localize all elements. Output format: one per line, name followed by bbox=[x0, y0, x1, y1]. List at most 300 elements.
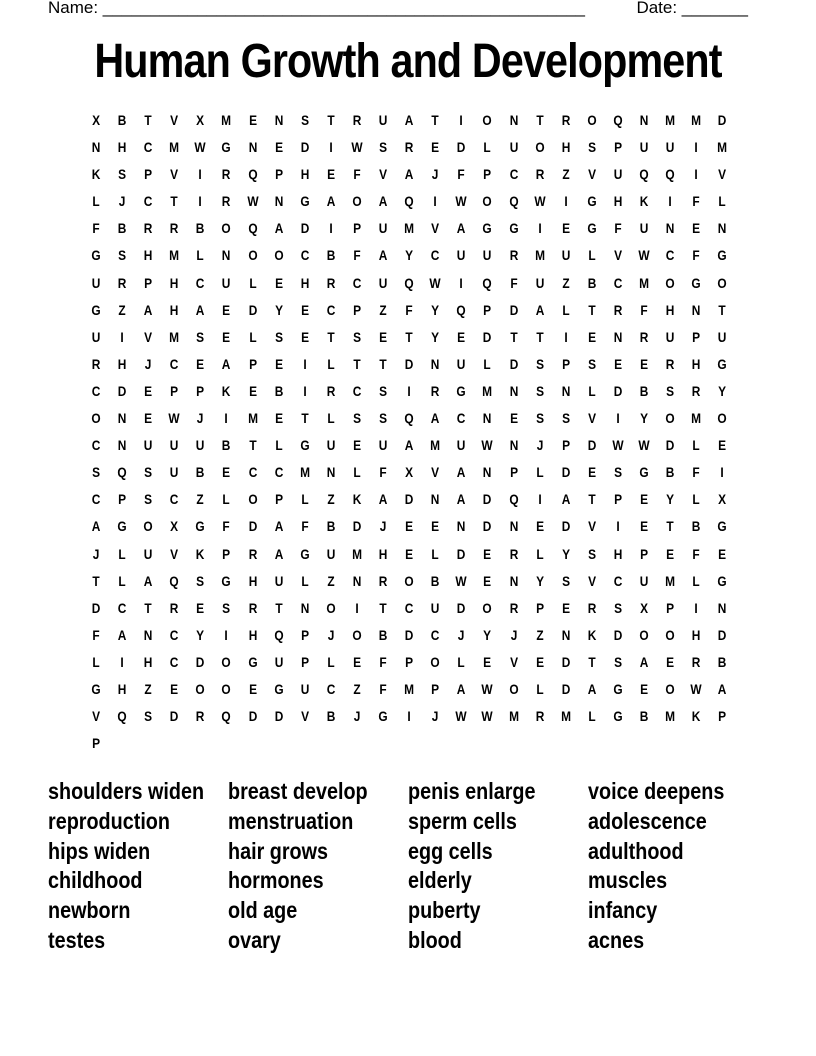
grid-letter[interactable]: E bbox=[196, 599, 205, 616]
grid-letter[interactable]: B bbox=[378, 626, 388, 643]
grid-letter[interactable]: A bbox=[378, 193, 388, 210]
grid-letter[interactable]: P bbox=[718, 708, 727, 725]
grid-letter[interactable]: W bbox=[455, 193, 467, 210]
grid-letter[interactable]: Z bbox=[196, 491, 205, 508]
grid-letter[interactable]: F bbox=[692, 464, 700, 481]
grid-letter[interactable]: M bbox=[717, 139, 728, 156]
grid-letter[interactable]: I bbox=[537, 491, 542, 508]
grid-letter[interactable]: K bbox=[639, 193, 649, 210]
grid-letter[interactable]: E bbox=[561, 599, 570, 616]
grid-letter[interactable]: S bbox=[379, 382, 388, 399]
grid-letter[interactable]: H bbox=[613, 193, 623, 210]
grid-letter[interactable]: E bbox=[535, 518, 544, 535]
grid-letter[interactable]: I bbox=[694, 166, 698, 183]
grid-letter[interactable]: V bbox=[379, 166, 388, 183]
grid-letter[interactable]: I bbox=[459, 112, 464, 128]
grid-letter[interactable]: U bbox=[665, 328, 675, 345]
grid-letter[interactable]: S bbox=[196, 328, 205, 345]
grid-letter[interactable]: G bbox=[613, 708, 623, 725]
grid-letter[interactable]: I bbox=[224, 626, 229, 643]
grid-letter[interactable]: C bbox=[170, 626, 179, 643]
grid-letter[interactable]: C bbox=[352, 274, 362, 291]
grid-letter[interactable]: O bbox=[404, 572, 414, 589]
grid-letter[interactable]: E bbox=[274, 139, 283, 156]
grid-letter[interactable]: V bbox=[587, 410, 596, 427]
grid-letter[interactable]: M bbox=[247, 410, 258, 427]
grid-letter[interactable]: N bbox=[430, 355, 440, 372]
grid-letter[interactable]: X bbox=[640, 599, 648, 616]
grid-letter[interactable]: N bbox=[300, 599, 310, 616]
grid-letter[interactable]: N bbox=[222, 247, 231, 264]
grid-letter[interactable]: N bbox=[143, 626, 153, 643]
grid-letter[interactable]: J bbox=[327, 626, 335, 643]
grid-letter[interactable]: M bbox=[508, 708, 519, 725]
grid-letter[interactable]: U bbox=[378, 274, 388, 291]
grid-letter[interactable]: B bbox=[326, 247, 336, 264]
grid-letter[interactable]: A bbox=[274, 545, 284, 562]
grid-letter[interactable]: C bbox=[326, 301, 336, 318]
grid-letter[interactable]: Z bbox=[118, 301, 126, 318]
grid-letter[interactable]: W bbox=[455, 572, 467, 589]
grid-letter[interactable]: T bbox=[431, 112, 439, 128]
grid-letter[interactable]: F bbox=[92, 220, 100, 237]
grid-letter[interactable]: Y bbox=[666, 491, 675, 508]
grid-letter[interactable]: T bbox=[405, 328, 413, 345]
grid-letter[interactable]: C bbox=[613, 274, 623, 291]
grid-letter[interactable]: F bbox=[353, 247, 361, 264]
grid-letter[interactable]: G bbox=[508, 220, 519, 237]
grid-letter[interactable]: L bbox=[248, 328, 257, 345]
grid-letter[interactable]: S bbox=[118, 166, 127, 183]
grid-letter[interactable]: W bbox=[481, 437, 494, 454]
grid-letter[interactable]: S bbox=[587, 139, 596, 156]
grid-letter[interactable]: E bbox=[483, 572, 492, 589]
grid-letter[interactable]: W bbox=[481, 680, 494, 697]
grid-letter[interactable]: Z bbox=[562, 166, 570, 183]
grid-letter[interactable]: U bbox=[457, 437, 466, 454]
grid-letter[interactable]: L bbox=[692, 572, 700, 589]
grid-letter[interactable]: G bbox=[91, 680, 101, 697]
grid-letter[interactable]: P bbox=[248, 355, 257, 372]
grid-letter[interactable]: D bbox=[483, 518, 492, 535]
grid-letter[interactable]: B bbox=[430, 572, 440, 589]
grid-letter[interactable]: D bbox=[352, 518, 362, 535]
grid-letter[interactable]: U bbox=[196, 437, 205, 454]
grid-letter[interactable]: L bbox=[483, 355, 492, 372]
grid-letter[interactable]: D bbox=[404, 355, 414, 372]
grid-letter[interactable]: L bbox=[248, 274, 257, 291]
grid-letter[interactable]: U bbox=[274, 653, 284, 670]
grid-letter[interactable]: E bbox=[718, 437, 727, 454]
grid-letter[interactable]: V bbox=[170, 545, 179, 562]
grid-letter[interactable]: D bbox=[300, 139, 310, 156]
grid-letter[interactable]: L bbox=[353, 464, 361, 481]
grid-letter[interactable]: D bbox=[561, 653, 571, 670]
grid-letter[interactable]: S bbox=[353, 328, 361, 345]
grid-letter[interactable]: D bbox=[91, 599, 101, 616]
grid-letter[interactable]: R bbox=[326, 274, 336, 291]
grid-letter[interactable]: H bbox=[378, 545, 388, 562]
grid-letter[interactable]: Z bbox=[327, 572, 335, 589]
grid-letter[interactable]: U bbox=[326, 437, 336, 454]
grid-letter[interactable]: V bbox=[509, 653, 518, 670]
grid-letter[interactable]: L bbox=[222, 491, 231, 508]
grid-letter[interactable]: G bbox=[195, 518, 206, 535]
grid-letter[interactable]: E bbox=[666, 545, 675, 562]
grid-letter[interactable]: S bbox=[144, 464, 153, 481]
grid-letter[interactable]: Z bbox=[327, 491, 335, 508]
grid-letter[interactable]: E bbox=[144, 382, 153, 399]
grid-letter[interactable]: V bbox=[92, 708, 101, 725]
grid-letter[interactable]: L bbox=[536, 545, 544, 562]
grid-letter[interactable]: B bbox=[196, 220, 205, 237]
grid-letter[interactable]: R bbox=[509, 247, 518, 264]
grid-letter[interactable]: D bbox=[483, 328, 492, 345]
grid-letter[interactable]: B bbox=[326, 708, 336, 725]
grid-letter[interactable]: Z bbox=[144, 680, 152, 697]
grid-letter[interactable]: C bbox=[352, 382, 362, 399]
grid-letter[interactable]: P bbox=[431, 680, 440, 697]
grid-letter[interactable]: W bbox=[246, 193, 259, 210]
grid-letter[interactable]: R bbox=[352, 112, 362, 128]
grid-letter[interactable]: A bbox=[404, 166, 414, 183]
grid-letter[interactable]: G bbox=[691, 274, 701, 291]
grid-letter[interactable]: A bbox=[404, 437, 414, 454]
grid-letter[interactable]: P bbox=[509, 464, 518, 481]
name-field[interactable]: Name: ___________________________________________________ bbox=[48, 0, 585, 17]
grid-letter[interactable]: U bbox=[300, 680, 310, 697]
grid-letter[interactable]: O bbox=[717, 274, 727, 291]
grid-letter[interactable]: R bbox=[639, 328, 649, 345]
grid-letter[interactable]: P bbox=[640, 545, 648, 562]
grid-letter[interactable]: M bbox=[691, 112, 702, 128]
grid-letter[interactable]: A bbox=[143, 301, 153, 318]
grid-letter[interactable]: U bbox=[378, 220, 388, 237]
grid-letter[interactable]: R bbox=[587, 599, 597, 616]
grid-letter[interactable]: D bbox=[196, 653, 205, 670]
grid-letter[interactable]: I bbox=[720, 464, 724, 481]
grid-letter[interactable]: I bbox=[537, 220, 542, 237]
grid-letter[interactable]: G bbox=[482, 220, 493, 237]
grid-letter[interactable]: I bbox=[329, 220, 333, 237]
grid-letter[interactable]: D bbox=[457, 545, 466, 562]
grid-letter[interactable]: R bbox=[691, 653, 701, 670]
grid-letter[interactable]: P bbox=[613, 139, 622, 156]
grid-letter[interactable]: G bbox=[117, 518, 127, 535]
grid-letter[interactable]: J bbox=[431, 166, 439, 183]
grid-letter[interactable]: M bbox=[482, 382, 493, 399]
grid-letter[interactable]: T bbox=[379, 599, 387, 616]
grid-letter[interactable]: G bbox=[717, 572, 727, 589]
grid-letter[interactable]: L bbox=[457, 653, 465, 670]
grid-letter[interactable]: V bbox=[144, 328, 153, 345]
grid-letter[interactable]: L bbox=[92, 653, 100, 670]
grid-letter[interactable]: D bbox=[613, 626, 623, 643]
grid-letter[interactable]: R bbox=[196, 708, 205, 725]
grid-letter[interactable]: P bbox=[483, 166, 492, 183]
grid-letter[interactable]: V bbox=[170, 112, 179, 128]
grid-letter[interactable]: B bbox=[639, 382, 649, 399]
grid-letter[interactable]: D bbox=[561, 464, 571, 481]
grid-letter[interactable]: R bbox=[117, 274, 127, 291]
grid-letter[interactable]: Q bbox=[247, 220, 258, 237]
grid-letter[interactable]: O bbox=[352, 626, 362, 643]
grid-letter[interactable]: E bbox=[692, 220, 701, 237]
grid-letter[interactable]: H bbox=[143, 653, 153, 670]
grid-letter[interactable]: E bbox=[353, 653, 361, 670]
grid-letter[interactable]: A bbox=[587, 680, 597, 697]
grid-letter[interactable]: B bbox=[117, 112, 127, 128]
grid-letter[interactable]: V bbox=[587, 572, 596, 589]
grid-letter[interactable]: J bbox=[510, 626, 517, 643]
date-field[interactable]: Date: _______ bbox=[636, 0, 748, 17]
grid-letter[interactable]: L bbox=[196, 247, 205, 264]
grid-letter[interactable]: P bbox=[144, 166, 153, 183]
grid-letter[interactable]: C bbox=[248, 464, 257, 481]
grid-letter[interactable]: T bbox=[275, 599, 283, 616]
grid-letter[interactable]: H bbox=[248, 626, 257, 643]
grid-letter[interactable]: I bbox=[407, 708, 411, 725]
grid-letter[interactable]: C bbox=[143, 193, 153, 210]
grid-letter[interactable]: U bbox=[535, 274, 544, 291]
grid-letter[interactable]: P bbox=[613, 491, 622, 508]
grid-letter[interactable]: N bbox=[561, 382, 571, 399]
grid-letter[interactable]: L bbox=[327, 653, 335, 670]
grid-letter[interactable]: P bbox=[92, 735, 101, 752]
grid-letter[interactable]: U bbox=[509, 139, 518, 156]
grid-letter[interactable]: K bbox=[222, 382, 231, 399]
grid-letter[interactable]: V bbox=[718, 166, 727, 183]
grid-letter[interactable]: R bbox=[222, 193, 231, 210]
grid-letter[interactable]: B bbox=[274, 382, 284, 399]
grid-letter[interactable]: P bbox=[170, 382, 179, 399]
grid-letter[interactable]: H bbox=[143, 247, 153, 264]
grid-letter[interactable]: U bbox=[326, 545, 336, 562]
grid-letter[interactable]: E bbox=[274, 410, 283, 427]
grid-letter[interactable]: E bbox=[144, 410, 153, 427]
grid-letter[interactable]: Q bbox=[404, 410, 414, 427]
grid-letter[interactable]: E bbox=[274, 274, 283, 291]
grid-letter[interactable]: W bbox=[429, 274, 441, 291]
grid-letter[interactable]: L bbox=[118, 572, 126, 589]
grid-letter[interactable]: G bbox=[300, 437, 310, 454]
grid-letter[interactable]: A bbox=[404, 112, 414, 128]
grid-letter[interactable]: S bbox=[535, 410, 544, 427]
grid-letter[interactable]: U bbox=[430, 599, 440, 616]
grid-letter[interactable]: D bbox=[613, 382, 623, 399]
grid-letter[interactable]: C bbox=[509, 166, 518, 183]
grid-letter[interactable]: U bbox=[222, 274, 231, 291]
grid-letter[interactable]: W bbox=[534, 193, 546, 210]
grid-letter[interactable]: E bbox=[170, 680, 179, 697]
grid-letter[interactable]: C bbox=[326, 680, 336, 697]
grid-letter[interactable]: S bbox=[587, 545, 596, 562]
grid-letter[interactable]: H bbox=[117, 680, 127, 697]
grid-letter[interactable]: O bbox=[352, 193, 362, 210]
grid-letter[interactable]: C bbox=[404, 599, 414, 616]
grid-letter[interactable]: E bbox=[222, 328, 231, 345]
grid-letter[interactable]: R bbox=[535, 708, 544, 725]
grid-letter[interactable]: Z bbox=[379, 301, 387, 318]
grid-letter[interactable]: E bbox=[222, 464, 231, 481]
grid-letter[interactable]: R bbox=[248, 545, 257, 562]
grid-letter[interactable]: P bbox=[561, 437, 570, 454]
grid-letter[interactable]: Y bbox=[431, 328, 440, 345]
grid-letter[interactable]: W bbox=[612, 437, 624, 454]
grid-letter[interactable]: D bbox=[561, 680, 571, 697]
grid-letter[interactable]: B bbox=[326, 518, 336, 535]
grid-letter[interactable]: H bbox=[665, 301, 675, 318]
grid-letter[interactable]: J bbox=[379, 518, 387, 535]
grid-letter[interactable]: S bbox=[196, 572, 205, 589]
grid-letter[interactable]: O bbox=[247, 247, 258, 264]
grid-letter[interactable]: Q bbox=[508, 193, 519, 210]
grid-letter[interactable]: G bbox=[717, 247, 727, 264]
grid-letter[interactable]: V bbox=[300, 708, 309, 725]
grid-letter[interactable]: U bbox=[639, 572, 649, 589]
grid-letter[interactable]: L bbox=[718, 193, 726, 210]
grid-letter[interactable]: N bbox=[352, 572, 362, 589]
grid-letter[interactable]: A bbox=[196, 301, 205, 318]
grid-letter[interactable]: U bbox=[91, 274, 101, 291]
grid-letter[interactable]: A bbox=[117, 626, 127, 643]
grid-letter[interactable]: B bbox=[196, 464, 205, 481]
grid-letter[interactable]: D bbox=[170, 708, 179, 725]
grid-letter[interactable]: N bbox=[274, 112, 284, 128]
grid-letter[interactable]: N bbox=[509, 518, 518, 535]
grid-letter[interactable]: S bbox=[300, 112, 309, 128]
grid-letter[interactable]: C bbox=[91, 382, 101, 399]
grid-letter[interactable]: P bbox=[535, 599, 544, 616]
grid-letter[interactable]: W bbox=[638, 437, 650, 454]
grid-letter[interactable]: E bbox=[483, 653, 492, 670]
grid-letter[interactable]: C bbox=[300, 247, 310, 264]
grid-letter[interactable]: S bbox=[561, 572, 570, 589]
grid-letter[interactable]: N bbox=[691, 301, 701, 318]
grid-letter[interactable]: C bbox=[170, 355, 179, 372]
grid-letter[interactable]: F bbox=[640, 301, 648, 318]
grid-letter[interactable]: M bbox=[169, 247, 180, 264]
grid-letter[interactable]: L bbox=[301, 491, 309, 508]
grid-letter[interactable]: O bbox=[482, 193, 493, 210]
grid-letter[interactable]: K bbox=[196, 545, 205, 562]
grid-letter[interactable]: D bbox=[483, 491, 492, 508]
grid-letter[interactable]: Y bbox=[405, 247, 414, 264]
grid-letter[interactable]: R bbox=[430, 382, 440, 399]
grid-letter[interactable]: G bbox=[247, 653, 258, 670]
grid-letter[interactable]: T bbox=[536, 328, 544, 345]
grid-letter[interactable]: G bbox=[717, 518, 727, 535]
grid-letter[interactable]: D bbox=[274, 708, 284, 725]
grid-letter[interactable]: C bbox=[196, 274, 205, 291]
grid-letter[interactable]: B bbox=[587, 274, 597, 291]
grid-letter[interactable]: U bbox=[561, 247, 571, 264]
grid-letter[interactable]: A bbox=[274, 518, 284, 535]
grid-letter[interactable]: P bbox=[353, 220, 361, 237]
grid-letter[interactable]: G bbox=[221, 572, 232, 589]
grid-letter[interactable]: Z bbox=[536, 626, 544, 643]
grid-letter[interactable]: E bbox=[379, 328, 388, 345]
grid-letter[interactable]: E bbox=[431, 139, 440, 156]
grid-letter[interactable]: W bbox=[690, 680, 702, 697]
grid-letter[interactable]: U bbox=[378, 437, 388, 454]
grid-letter[interactable]: Y bbox=[561, 545, 570, 562]
grid-letter[interactable]: F bbox=[614, 220, 622, 237]
grid-letter[interactable]: S bbox=[92, 464, 101, 481]
grid-letter[interactable]: C bbox=[430, 247, 440, 264]
grid-letter[interactable]: M bbox=[169, 328, 180, 345]
grid-letter[interactable]: V bbox=[587, 518, 596, 535]
grid-letter[interactable]: O bbox=[717, 410, 727, 427]
grid-letter[interactable]: D bbox=[457, 139, 466, 156]
grid-letter[interactable]: Q bbox=[482, 274, 493, 291]
grid-letter[interactable]: U bbox=[143, 437, 153, 454]
grid-letter[interactable]: S bbox=[353, 410, 361, 427]
grid-letter[interactable]: C bbox=[613, 572, 623, 589]
grid-letter[interactable]: C bbox=[170, 653, 179, 670]
grid-letter[interactable]: R bbox=[91, 355, 101, 372]
grid-letter[interactable]: D bbox=[509, 355, 518, 372]
grid-letter[interactable]: A bbox=[639, 653, 649, 670]
grid-letter[interactable]: L bbox=[692, 491, 700, 508]
grid-letter[interactable]: O bbox=[535, 139, 545, 156]
grid-letter[interactable]: P bbox=[300, 626, 309, 643]
grid-letter[interactable]: I bbox=[407, 382, 411, 399]
grid-letter[interactable]: M bbox=[665, 708, 676, 725]
grid-letter[interactable]: P bbox=[405, 653, 414, 670]
grid-letter[interactable]: F bbox=[509, 274, 518, 291]
grid-letter[interactable]: N bbox=[483, 410, 492, 427]
grid-letter[interactable]: K bbox=[352, 491, 362, 508]
grid-letter[interactable]: U bbox=[665, 139, 675, 156]
grid-letter[interactable]: X bbox=[92, 112, 101, 128]
grid-letter[interactable]: F bbox=[457, 166, 465, 183]
grid-letter[interactable]: R bbox=[535, 166, 544, 183]
grid-letter[interactable]: O bbox=[221, 220, 232, 237]
grid-letter[interactable]: E bbox=[613, 355, 622, 372]
grid-letter[interactable]: A bbox=[143, 572, 153, 589]
grid-letter[interactable]: T bbox=[718, 301, 726, 318]
grid-letter[interactable]: H bbox=[170, 274, 179, 291]
grid-letter[interactable]: B bbox=[639, 708, 649, 725]
grid-letter[interactable]: Y bbox=[483, 626, 492, 643]
grid-letter[interactable]: S bbox=[587, 355, 596, 372]
grid-letter[interactable]: M bbox=[299, 464, 310, 481]
grid-letter[interactable]: S bbox=[561, 410, 570, 427]
grid-letter[interactable]: O bbox=[91, 410, 101, 427]
grid-letter[interactable]: L bbox=[588, 247, 596, 264]
grid-letter[interactable]: Y bbox=[431, 301, 440, 318]
grid-letter[interactable]: O bbox=[587, 112, 597, 128]
grid-letter[interactable]: R bbox=[665, 355, 675, 372]
grid-letter[interactable]: P bbox=[274, 491, 283, 508]
grid-letter[interactable]: I bbox=[433, 193, 437, 210]
grid-letter[interactable]: R bbox=[248, 599, 257, 616]
grid-letter[interactable]: Y bbox=[718, 382, 727, 399]
grid-letter[interactable]: F bbox=[379, 653, 387, 670]
grid-letter[interactable]: A bbox=[91, 518, 101, 535]
grid-letter[interactable]: A bbox=[378, 247, 388, 264]
grid-letter[interactable]: J bbox=[353, 708, 361, 725]
grid-letter[interactable]: N bbox=[509, 112, 518, 128]
grid-letter[interactable]: E bbox=[196, 355, 205, 372]
grid-letter[interactable]: X bbox=[196, 112, 205, 128]
grid-letter[interactable]: I bbox=[459, 274, 464, 291]
grid-letter[interactable]: C bbox=[457, 410, 466, 427]
grid-letter[interactable]: H bbox=[300, 274, 310, 291]
grid-letter[interactable]: N bbox=[326, 464, 336, 481]
grid-letter[interactable]: L bbox=[118, 545, 126, 562]
